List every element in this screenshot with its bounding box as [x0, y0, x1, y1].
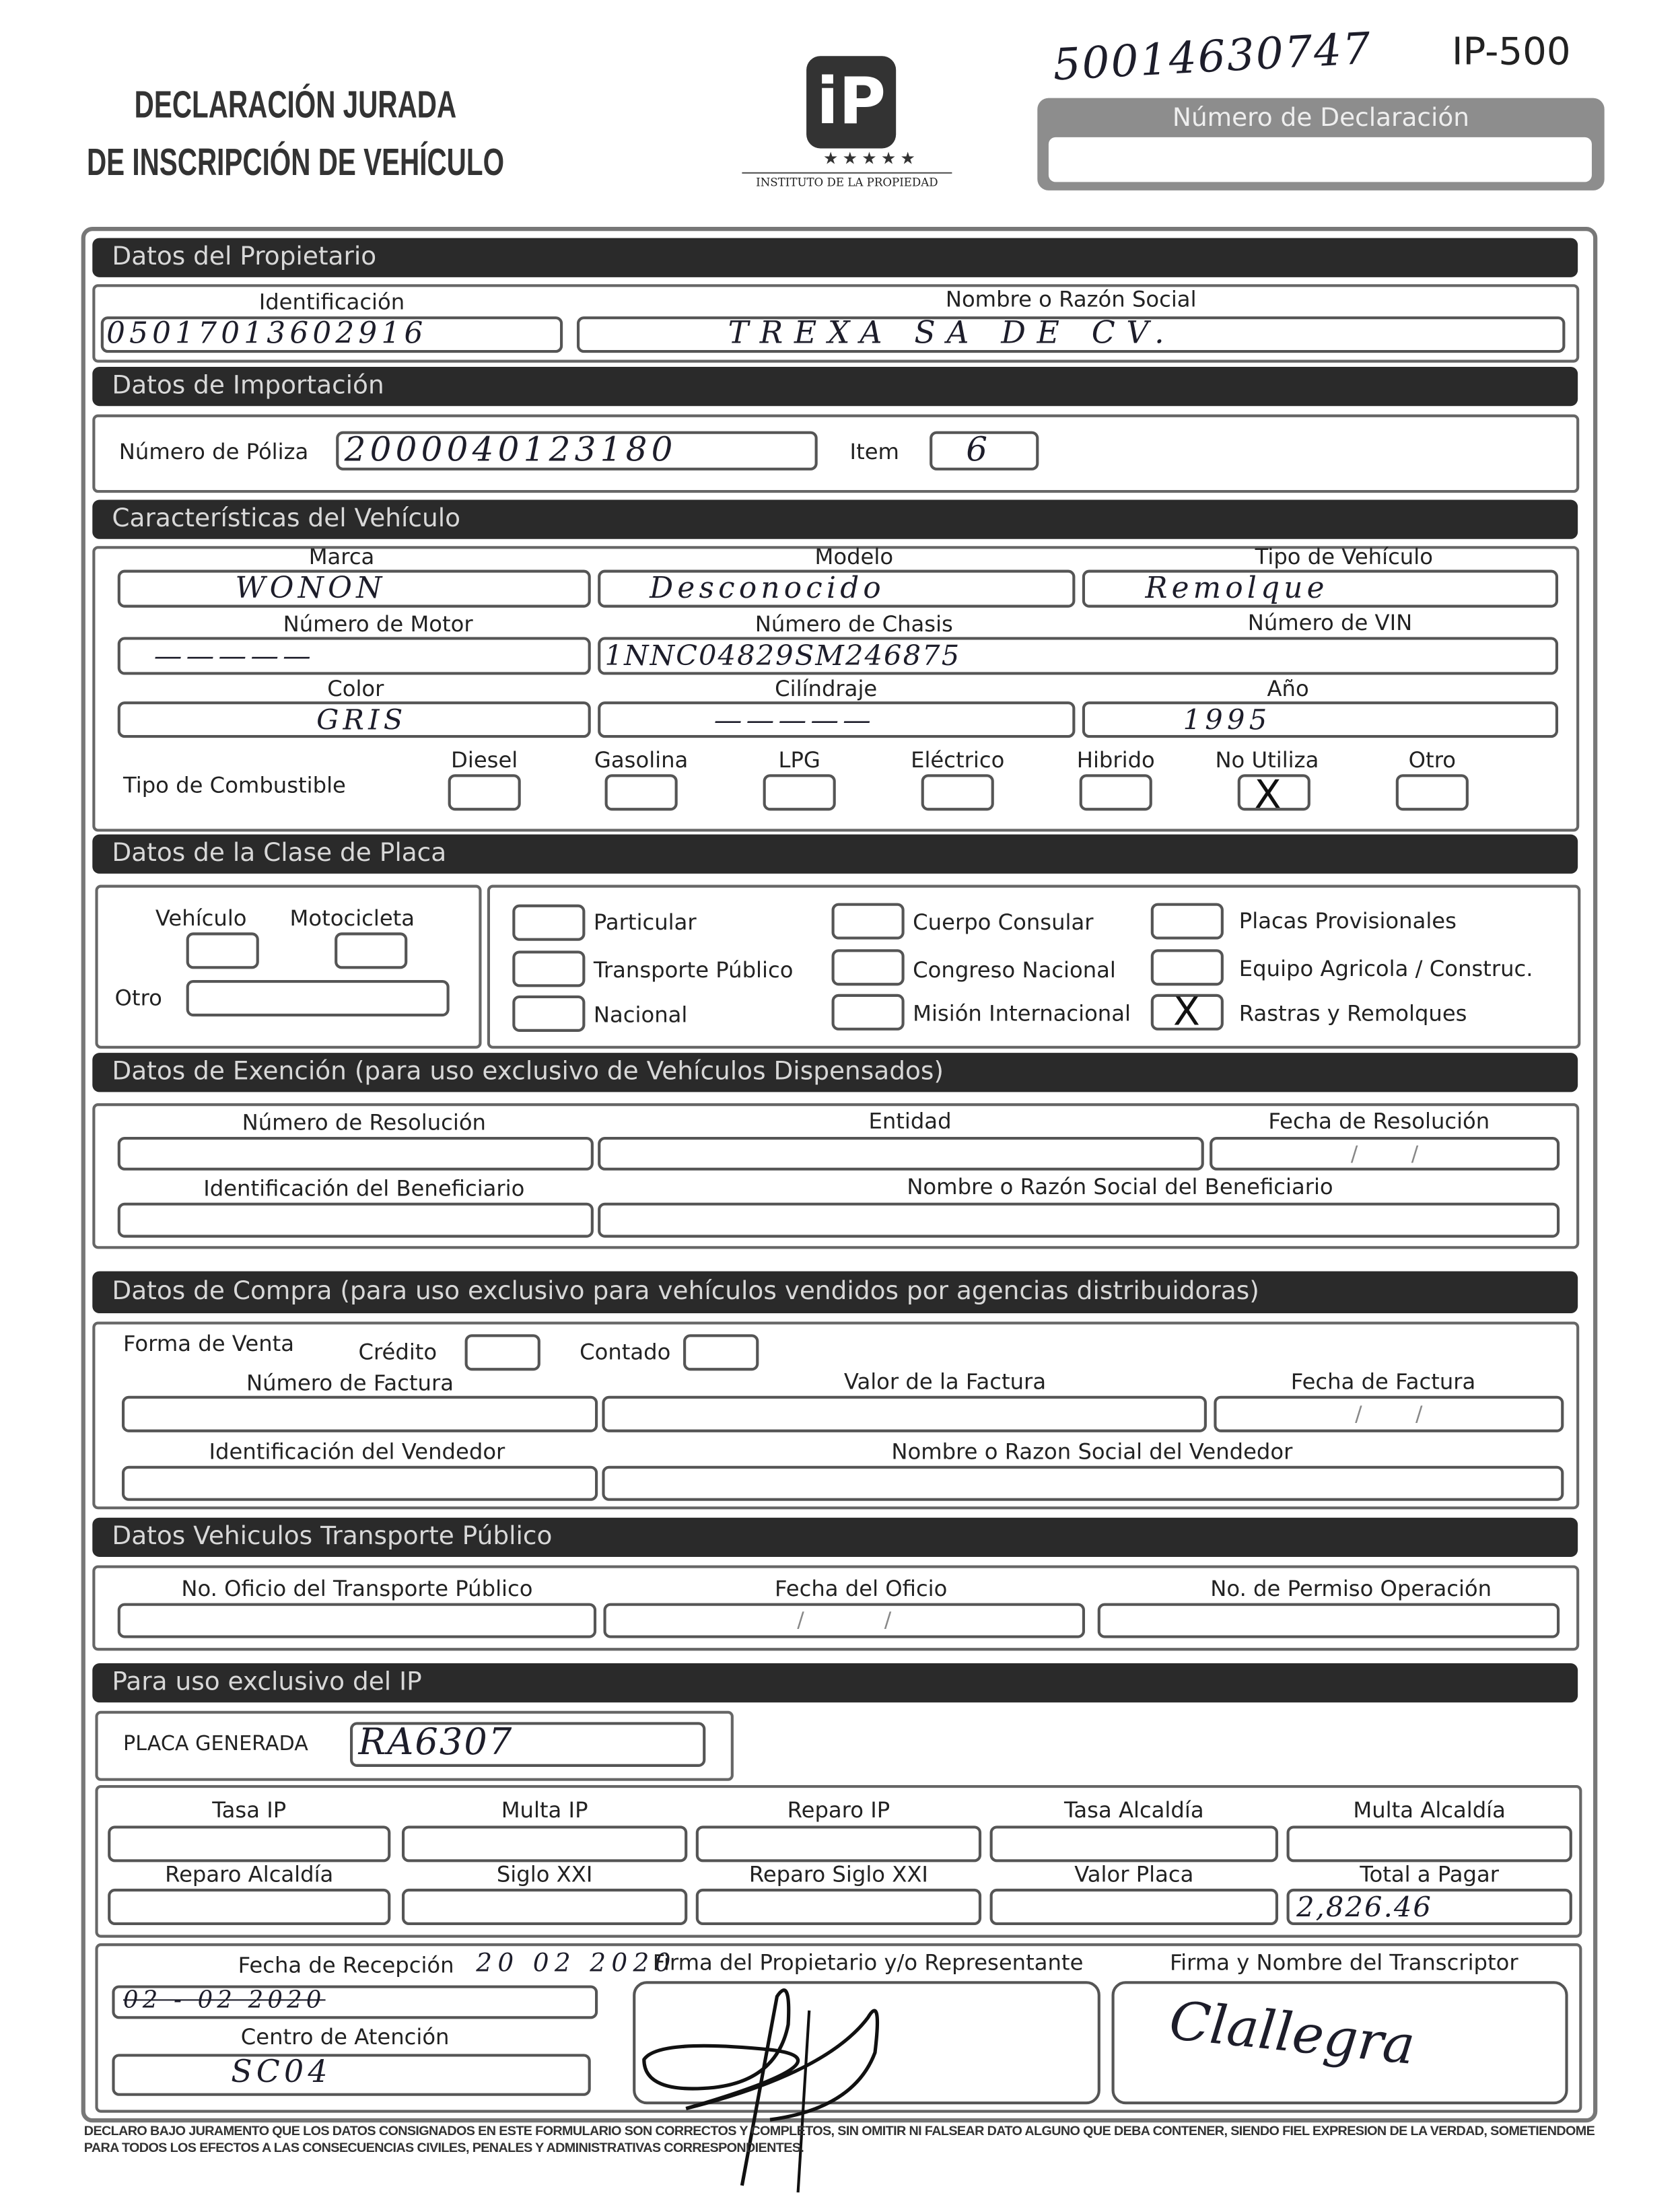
- beneficiary-name-label: Nombre o Razón Social del Beneficiario: [907, 1175, 1333, 1200]
- transcriber-signature-label: Firma y Nombre del Transcriptor: [1169, 1950, 1518, 1976]
- seller-id-label: Identificación del Vendedor: [209, 1439, 505, 1465]
- fee-label: Tasa IP: [212, 1797, 287, 1823]
- id-value: 05017013602916: [106, 316, 427, 350]
- fuel-option-label: Eléctrico: [911, 747, 1005, 773]
- plate-checkbox-transporte-publico[interactable]: [512, 950, 585, 987]
- form-title-line2: DE INSCRIPCIÓN DE VEHÍCULO: [86, 141, 505, 184]
- fuel-checkbox-no-utiliza[interactable]: [1238, 771, 1310, 818]
- resolution-field[interactable]: [118, 1137, 594, 1171]
- invoice-date-field[interactable]: [1214, 1396, 1564, 1432]
- date-separator: / /: [1350, 1141, 1419, 1167]
- fuel-checkbox-hibrido[interactable]: [1080, 774, 1152, 810]
- fuel-option-label: No Utiliza: [1215, 747, 1319, 773]
- color-value: GRIS: [316, 703, 407, 737]
- invoice-value-field[interactable]: [602, 1396, 1207, 1432]
- resolution-label: Número de Resolución: [242, 1110, 486, 1136]
- invoice-number-label: Número de Factura: [246, 1370, 454, 1396]
- section-ip-use: Para uso exclusivo del IP: [92, 1663, 1578, 1702]
- fee-label: Reparo IP: [787, 1797, 890, 1823]
- plate-generated-value: RA6307: [358, 1722, 514, 1764]
- fuel-checkbox-lpg[interactable]: [763, 774, 836, 810]
- transcriber-signature: Clallegra: [1166, 1989, 1418, 2077]
- vehicle-checkbox[interactable]: [186, 932, 259, 969]
- beneficiary-name-field[interactable]: [598, 1203, 1560, 1238]
- chassis-label: Número de Chasis: [755, 611, 953, 637]
- cash-label: Contado: [580, 1339, 671, 1365]
- fee-field-valor-placa[interactable]: [990, 1889, 1278, 1925]
- ip-logo: [806, 56, 896, 148]
- policy-label: Número de Póliza: [118, 440, 309, 465]
- cash-checkbox[interactable]: [683, 1334, 759, 1370]
- plate-option-label: Misión Internacional: [913, 1001, 1131, 1026]
- credit-checkbox[interactable]: [465, 1334, 540, 1370]
- resolution-date-label: Fecha de Resolución: [1268, 1109, 1490, 1134]
- fee-field-multa-alcaldia[interactable]: [1287, 1825, 1572, 1862]
- fuel-option-label: Gasolina: [594, 747, 689, 773]
- resolution-date-field[interactable]: [1210, 1137, 1560, 1171]
- fuel-checkbox-electrico[interactable]: [921, 774, 994, 810]
- credit-label: Crédito: [358, 1339, 438, 1365]
- plate-checkbox-cuerpo-consular[interactable]: [832, 903, 905, 940]
- plate-left-group: [95, 885, 481, 1049]
- fuel-checkbox-gasolina[interactable]: [605, 774, 678, 810]
- plate-checkbox-placas-provisionales[interactable]: [1151, 903, 1224, 940]
- owner-signature-icon: [630, 1982, 966, 2192]
- chassis-value: 1NNC04829SM246875: [604, 638, 961, 672]
- policy-value: 2000040123180: [344, 429, 677, 469]
- section-plate-class: Datos de la Clase de Placa: [92, 835, 1578, 874]
- check-mark-icon: X: [1173, 988, 1200, 1035]
- declaration-label: Número de Declaración: [1172, 103, 1470, 133]
- invoice-value-label: Valor de la Factura: [843, 1369, 1047, 1395]
- entity-label: Entidad: [868, 1109, 952, 1134]
- seller-name-field[interactable]: [602, 1466, 1564, 1501]
- logo-stars: ★★★★★: [823, 148, 920, 168]
- fee-label: Siglo XXI: [496, 1862, 593, 1887]
- fee-field-tasa-ip[interactable]: [108, 1825, 390, 1862]
- section-owner: Datos del Propietario: [92, 238, 1578, 277]
- fee-field-siglo-xxi[interactable]: [402, 1889, 687, 1925]
- owner-signature-label: Firma del Propietario y/o Representante: [652, 1950, 1084, 1976]
- invoice-date-label: Fecha de Factura: [1290, 1369, 1476, 1395]
- fee-field-multa-ip[interactable]: [402, 1825, 687, 1862]
- check-mark-icon: X: [1254, 771, 1282, 818]
- item-label: Item: [849, 440, 899, 465]
- vin-label: Número de VIN: [1247, 610, 1413, 636]
- import-group: [92, 415, 1579, 493]
- plate-checkbox-particular[interactable]: [512, 905, 585, 941]
- plate-checkbox-rastras-remolques[interactable]: [1151, 988, 1224, 1035]
- plate-option-label: Transporte Público: [593, 957, 794, 983]
- section-vehicle: Características del Vehículo: [92, 500, 1578, 539]
- engine-value: —————: [153, 638, 315, 672]
- fee-label: Multa Alcaldía: [1353, 1797, 1506, 1823]
- office-number-label: No. Oficio del Transporte Público: [181, 1576, 533, 1602]
- vehicle-label: Vehículo: [155, 905, 247, 932]
- total-value: 2,826.46: [1296, 1890, 1432, 1924]
- form-code: IP-500: [1451, 30, 1571, 75]
- engine-label: Número de Motor: [283, 611, 473, 637]
- plate-generated-label: PLACA GENERADA: [123, 1733, 308, 1756]
- color-label: Color: [327, 676, 384, 702]
- reception-date-label: Fecha de Recepción: [238, 1953, 454, 1979]
- declaration-number-panel: [1037, 98, 1604, 190]
- service-center-value: SC04: [231, 2055, 332, 2091]
- model-label: Modelo: [814, 545, 894, 570]
- section-import: Datos de Importación: [92, 367, 1578, 406]
- logo-caption: INSTITUTO DE LA PROPIEDAD: [742, 172, 952, 190]
- vehicle-type-value: Remolque: [1145, 571, 1329, 605]
- entity-field[interactable]: [598, 1137, 1204, 1171]
- office-date-label: Fecha del Oficio: [774, 1576, 948, 1602]
- fuel-checkbox-diesel[interactable]: [448, 774, 521, 810]
- office-number-field[interactable]: [118, 1603, 596, 1638]
- cc-label: Cilíndraje: [775, 676, 878, 702]
- id-label: Identificación: [258, 289, 405, 315]
- disclaimer-text: DECLARO BAJO JURAMENTO QUE LOS DATOS CONSIGNADOS EN ESTE FORMULARIO SON CORRECTOS Y COMPLETOS, SIN OMITIR NI FALSEAR DATO ALGUNO QUE DEBA CONTENER, SIENDO FIEL EXPRESION DE LA VERDAD, SOMETIENDOME PARA TODOS LOS EFECTOS A LAS CONSECUENCIAS CIVILES, PENALES Y ADMINISTRATIVAS CORRESPONDIENTES.: [83, 2124, 1595, 2157]
- seller-id-field[interactable]: [122, 1466, 598, 1501]
- invoice-number-field[interactable]: [122, 1396, 598, 1432]
- fee-label: Tasa Alcaldía: [1064, 1797, 1204, 1823]
- fuel-option-label: Diesel: [451, 747, 518, 773]
- permit-label: No. de Permiso Operación: [1210, 1576, 1492, 1602]
- reception-date-crossed: 02 - 02 2020: [123, 1986, 326, 2015]
- declaration-number-field[interactable]: [1049, 137, 1592, 182]
- plate-checkbox-congreso-nacional[interactable]: [832, 949, 905, 985]
- section-transport: Datos Vehiculos Transporte Público: [92, 1518, 1578, 1557]
- plate-option-label: Nacional: [593, 1002, 688, 1028]
- beneficiary-id-field[interactable]: [118, 1203, 594, 1238]
- fuel-option-label: Otro: [1408, 747, 1456, 773]
- seller-name-label: Nombre o Razon Social del Vendedor: [891, 1439, 1293, 1465]
- plate-option-label: Cuerpo Consular: [913, 910, 1094, 936]
- brand-value: WONON: [235, 571, 386, 605]
- name-value: TREXA SA DE CV.: [728, 316, 1176, 352]
- date-separator: / /: [1355, 1401, 1423, 1427]
- logo-text: iP: [816, 63, 886, 139]
- fuel-label: Tipo de Combustible: [123, 773, 346, 798]
- year-field[interactable]: [1082, 701, 1558, 738]
- plate-option-label: Placas Provisionales: [1238, 908, 1457, 934]
- fee-label: Total a Pagar: [1360, 1862, 1500, 1887]
- model-value: Desconocido: [650, 571, 885, 605]
- vehicle-type-label: Tipo de Vehículo: [1255, 545, 1433, 570]
- fee-field-reparo-siglo-xxi[interactable]: [696, 1889, 981, 1925]
- service-center-field[interactable]: [112, 2054, 590, 2095]
- service-center-label: Centro de Atención: [240, 2024, 450, 2050]
- beneficiary-id-label: Identificación del Beneficiario: [203, 1176, 525, 1202]
- plate-option-label: Particular: [593, 910, 697, 936]
- fee-label: Multa IP: [501, 1797, 588, 1823]
- fee-field-reparo-ip[interactable]: [696, 1825, 981, 1862]
- cc-value: —————: [713, 703, 875, 737]
- plate-option-label: Rastras y Remolques: [1238, 1001, 1467, 1026]
- office-date-field[interactable]: [603, 1603, 1085, 1638]
- plate-checkbox-mision-internacional[interactable]: [832, 994, 905, 1031]
- fee-label: Reparo Siglo XXI: [748, 1862, 928, 1887]
- item-value: 6: [966, 429, 992, 469]
- reception-date-handwritten: 20 02 2020: [476, 1949, 676, 1979]
- fee-label: Valor Placa: [1074, 1862, 1194, 1887]
- plate-checkbox-equipo-agricola[interactable]: [1151, 949, 1224, 985]
- plate-option-label: Congreso Nacional: [913, 957, 1116, 983]
- name-label: Nombre o Razón Social: [945, 287, 1197, 312]
- section-exemption: Datos de Exención (para uso exclusivo de Vehículos Dispensados): [92, 1053, 1578, 1092]
- date-separator: / /: [797, 1607, 892, 1633]
- fee-field-reparo-alcaldia[interactable]: [108, 1889, 390, 1925]
- fee-field-tasa-alcaldia[interactable]: [990, 1825, 1278, 1862]
- fuel-checkbox-otro[interactable]: [1396, 774, 1469, 810]
- plate-option-label: Equipo Agricola / Construc.: [1238, 956, 1533, 982]
- fuel-option-label: Hibrido: [1076, 747, 1155, 773]
- motorcycle-checkbox[interactable]: [335, 932, 407, 969]
- motorcycle-label: Motocicleta: [289, 905, 415, 932]
- fee-label: Reparo Alcaldía: [165, 1862, 334, 1887]
- other-label: Otro: [114, 985, 162, 1011]
- brand-label: Marca: [308, 545, 375, 570]
- permit-field[interactable]: [1098, 1603, 1560, 1638]
- form-title-line1: DECLARACIÓN JURADA: [134, 83, 457, 127]
- declaration-number-handwritten: 50014630747: [1051, 24, 1373, 92]
- year-label: Año: [1267, 676, 1309, 702]
- plate-checkbox-nacional[interactable]: [512, 996, 585, 1032]
- section-purchase: Datos de Compra (para uso exclusivo para vehículos vendidos por agencias distribuidoras): [92, 1272, 1578, 1313]
- year-value: 1995: [1183, 703, 1271, 737]
- sale-form-label: Forma de Venta: [123, 1331, 295, 1357]
- fuel-option-label: LPG: [778, 747, 820, 773]
- other-field[interactable]: [186, 980, 450, 1016]
